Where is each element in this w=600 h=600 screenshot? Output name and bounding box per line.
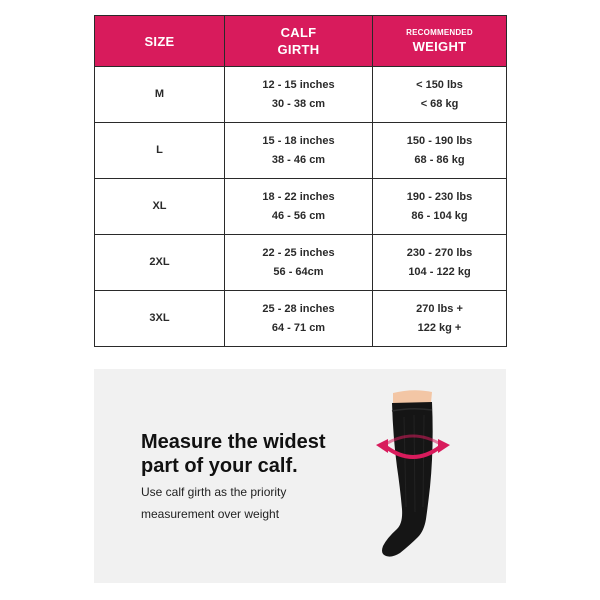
size-cell: 3XL	[95, 291, 225, 347]
header-size: SIZE	[95, 16, 225, 67]
size-cell: XL	[95, 179, 225, 235]
weight-cell: 190 - 230 lbs 86 - 104 kg	[373, 179, 507, 235]
calf-girth-cell: 22 - 25 inches 56 - 64cm	[225, 235, 373, 291]
calf-girth-cell: 15 - 18 inches 38 - 46 cm	[225, 123, 373, 179]
table-row	[95, 179, 507, 235]
weight-cell: < 150 lbs < 68 kg	[373, 67, 507, 123]
measure-subtext: Use calf girth as the priority measurement over weight	[141, 485, 287, 521]
size-cell: M	[95, 67, 225, 123]
table-row	[95, 291, 507, 347]
weight-cell: 150 - 190 lbs 68 - 86 kg	[373, 123, 507, 179]
calf-girth-cell: 25 - 28 inches 64 - 71 cm	[225, 291, 373, 347]
table-row	[95, 123, 507, 179]
size-cell: 2XL	[95, 235, 225, 291]
header-recommended-weight: RECOMMENDED WEIGHT	[373, 16, 507, 67]
measurement-info-panel	[94, 369, 506, 583]
calf-girth-cell: 18 - 22 inches 46 - 56 cm	[225, 179, 373, 235]
weight-cell: 270 lbs + 122 kg +	[373, 291, 507, 347]
header-calf-girth: CALF GIRTH	[225, 16, 373, 67]
weight-cell: 230 - 270 lbs 104 - 122 kg	[373, 235, 507, 291]
table-row	[95, 235, 507, 291]
calf-girth-cell: 12 - 15 inches 30 - 38 cm	[225, 67, 373, 123]
table-header-row	[95, 16, 507, 67]
size-cell: L	[95, 123, 225, 179]
compression-sock-icon	[366, 387, 456, 567]
table-row	[95, 67, 507, 123]
size-chart-table	[94, 15, 507, 347]
measure-headline: Measure the widest part of your calf.	[141, 431, 326, 477]
